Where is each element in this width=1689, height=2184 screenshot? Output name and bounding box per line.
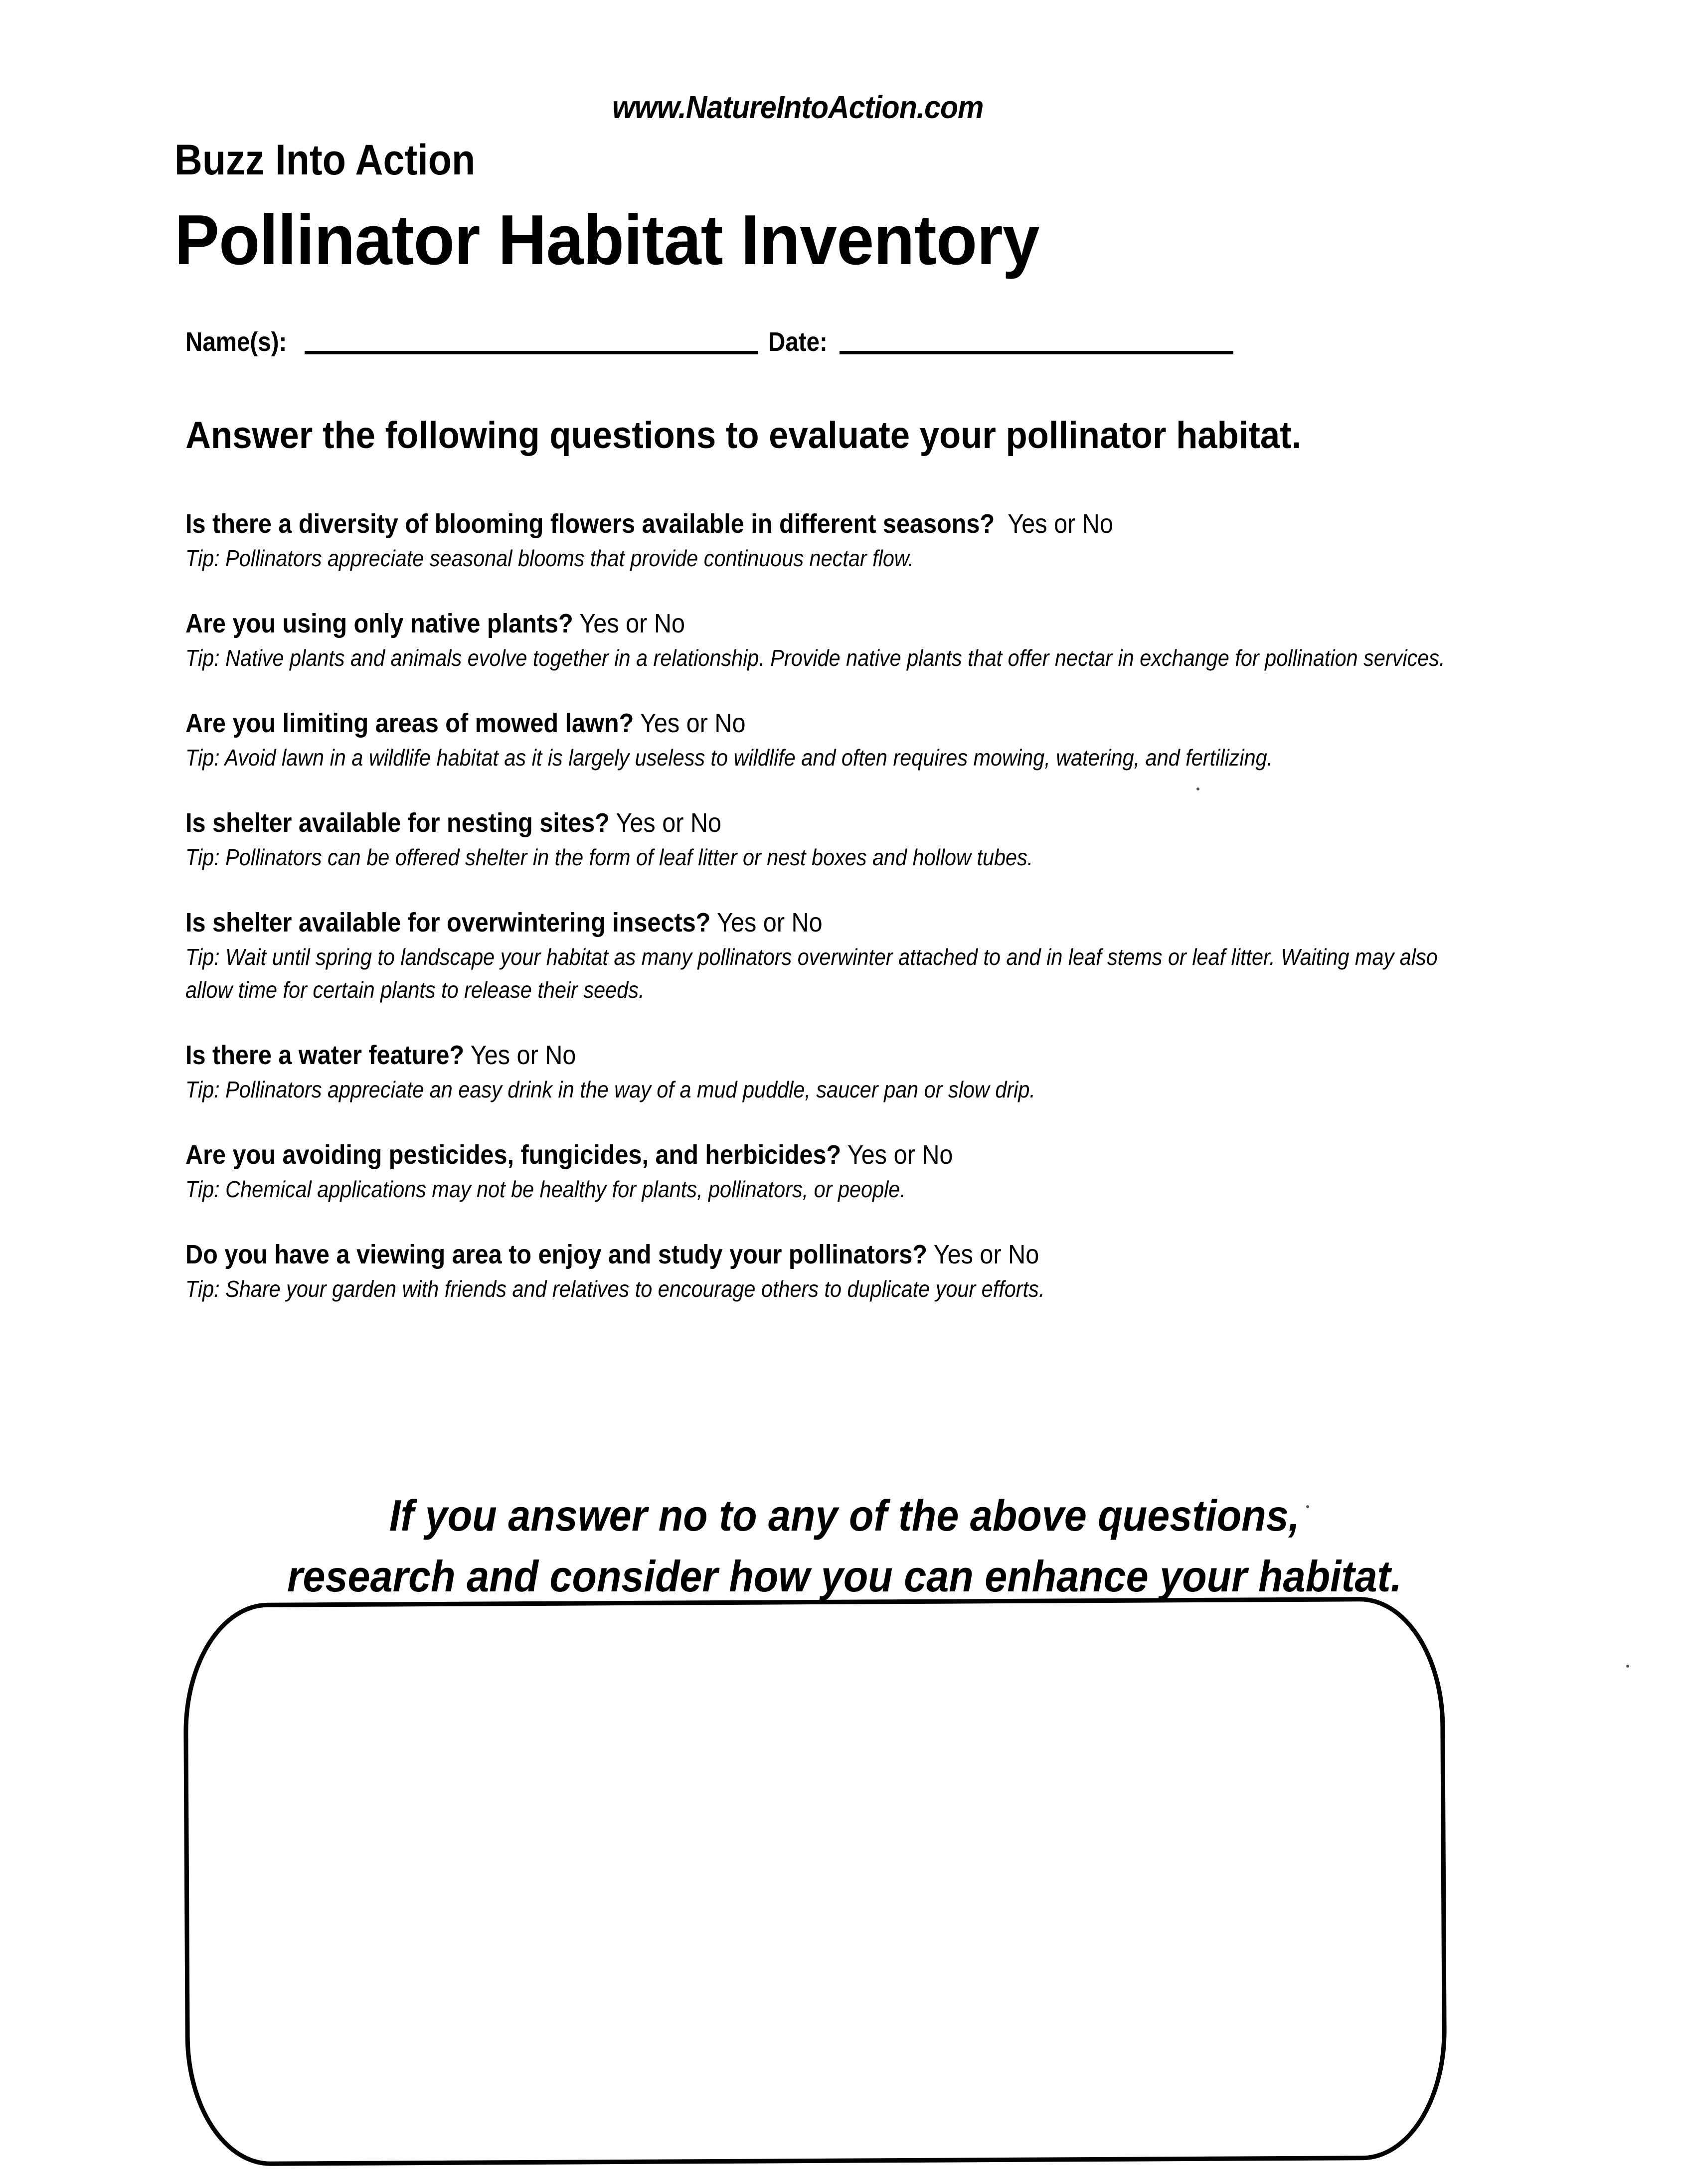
question-tip: Tip: Pollinators can be offered shelter in the form of leaf litter or nest boxes and hollow tubes. xyxy=(185,844,1033,870)
scan-speck xyxy=(1626,1665,1629,1668)
yes-or-no[interactable]: Yes or No xyxy=(847,1140,953,1170)
page-title: Pollinator Habitat Inventory xyxy=(174,200,1039,280)
program-name: Buzz Into Action xyxy=(174,136,476,184)
question-text: Is shelter available for nesting sites? xyxy=(185,808,610,838)
question-item xyxy=(185,705,1502,774)
question-tip: Tip: Share your garden with friends and relatives to encourage others to duplicate your efforts. xyxy=(185,1276,1045,1302)
question-item xyxy=(185,1037,1502,1106)
yes-or-no[interactable]: Yes or No xyxy=(640,708,746,738)
question-tip: Tip: Wait until spring to landscape your habitat as many pollinators overwinter attached to and in leaf stems or leaf litter. Waiting may also allow time for certain plants to release their seeds. xyxy=(185,944,1438,1003)
yes-or-no[interactable]: Yes or No xyxy=(933,1240,1039,1269)
question-text: Are you avoiding pesticides, fungicides, and herbicides? xyxy=(185,1140,842,1170)
closing-line-2: research and consider how you can enhance your habitat. xyxy=(287,1552,1402,1601)
question-tip: Tip: Avoid lawn in a wildlife habitat as it is largely useless to wildlife and often requires mowing, watering, and fertilizing. xyxy=(185,745,1273,771)
yes-or-no[interactable]: Yes or No xyxy=(717,908,823,937)
yes-or-no[interactable]: Yes or No xyxy=(470,1040,576,1070)
question-item xyxy=(185,805,1502,874)
question-item xyxy=(185,1237,1502,1305)
scan-speck xyxy=(1306,1505,1309,1508)
instruction-heading: Answer the following questions to evaluate your pollinator habitat. xyxy=(185,414,1302,457)
question-tip: Tip: Chemical applications may not be healthy for plants, pollinators, or people. xyxy=(185,1176,906,1202)
question-text: Do you have a viewing area to enjoy and study your pollinators? xyxy=(185,1240,927,1269)
yes-or-no[interactable]: Yes or No xyxy=(616,808,722,838)
date-label: Date: xyxy=(768,327,828,357)
question-list xyxy=(185,506,1502,1336)
yes-or-no[interactable]: Yes or No xyxy=(1008,509,1113,539)
answer-writing-box[interactable] xyxy=(183,1596,1447,2166)
question-tip: Tip: Pollinators appreciate an easy drink in the way of a mud puddle, saucer pan or slow drip. xyxy=(185,1077,1035,1102)
website-url: www.NatureIntoAction.com xyxy=(612,89,984,125)
question-text: Is shelter available for overwintering insects? xyxy=(185,908,711,937)
question-tip: Tip: Native plants and animals evolve together in a relationship. Provide native plants that offer nectar in exchange for pollination services. xyxy=(185,645,1445,671)
date-input-line[interactable] xyxy=(840,351,1233,354)
question-item xyxy=(185,1137,1502,1206)
question-text: Is there a water feature? xyxy=(185,1040,465,1070)
closing-message xyxy=(0,1485,1689,1607)
scan-speck xyxy=(1196,787,1199,790)
question-text: Are you limiting areas of mowed lawn? xyxy=(185,708,634,738)
question-tip: Tip: Pollinators appreciate seasonal blooms that provide continuous nectar flow. xyxy=(185,545,914,571)
question-item xyxy=(185,905,1502,1006)
question-text: Are you using only native plants? xyxy=(185,609,573,638)
closing-line-1: If you answer no to any of the above questions, xyxy=(389,1491,1300,1540)
question-text: Is there a diversity of blooming flowers available in different seasons? xyxy=(185,509,995,539)
name-date-fields xyxy=(185,326,1233,357)
names-input-line[interactable] xyxy=(305,351,758,354)
question-item xyxy=(185,506,1502,575)
names-label: Name(s): xyxy=(185,327,287,357)
question-item xyxy=(185,606,1502,674)
yes-or-no[interactable]: Yes or No xyxy=(579,609,685,638)
